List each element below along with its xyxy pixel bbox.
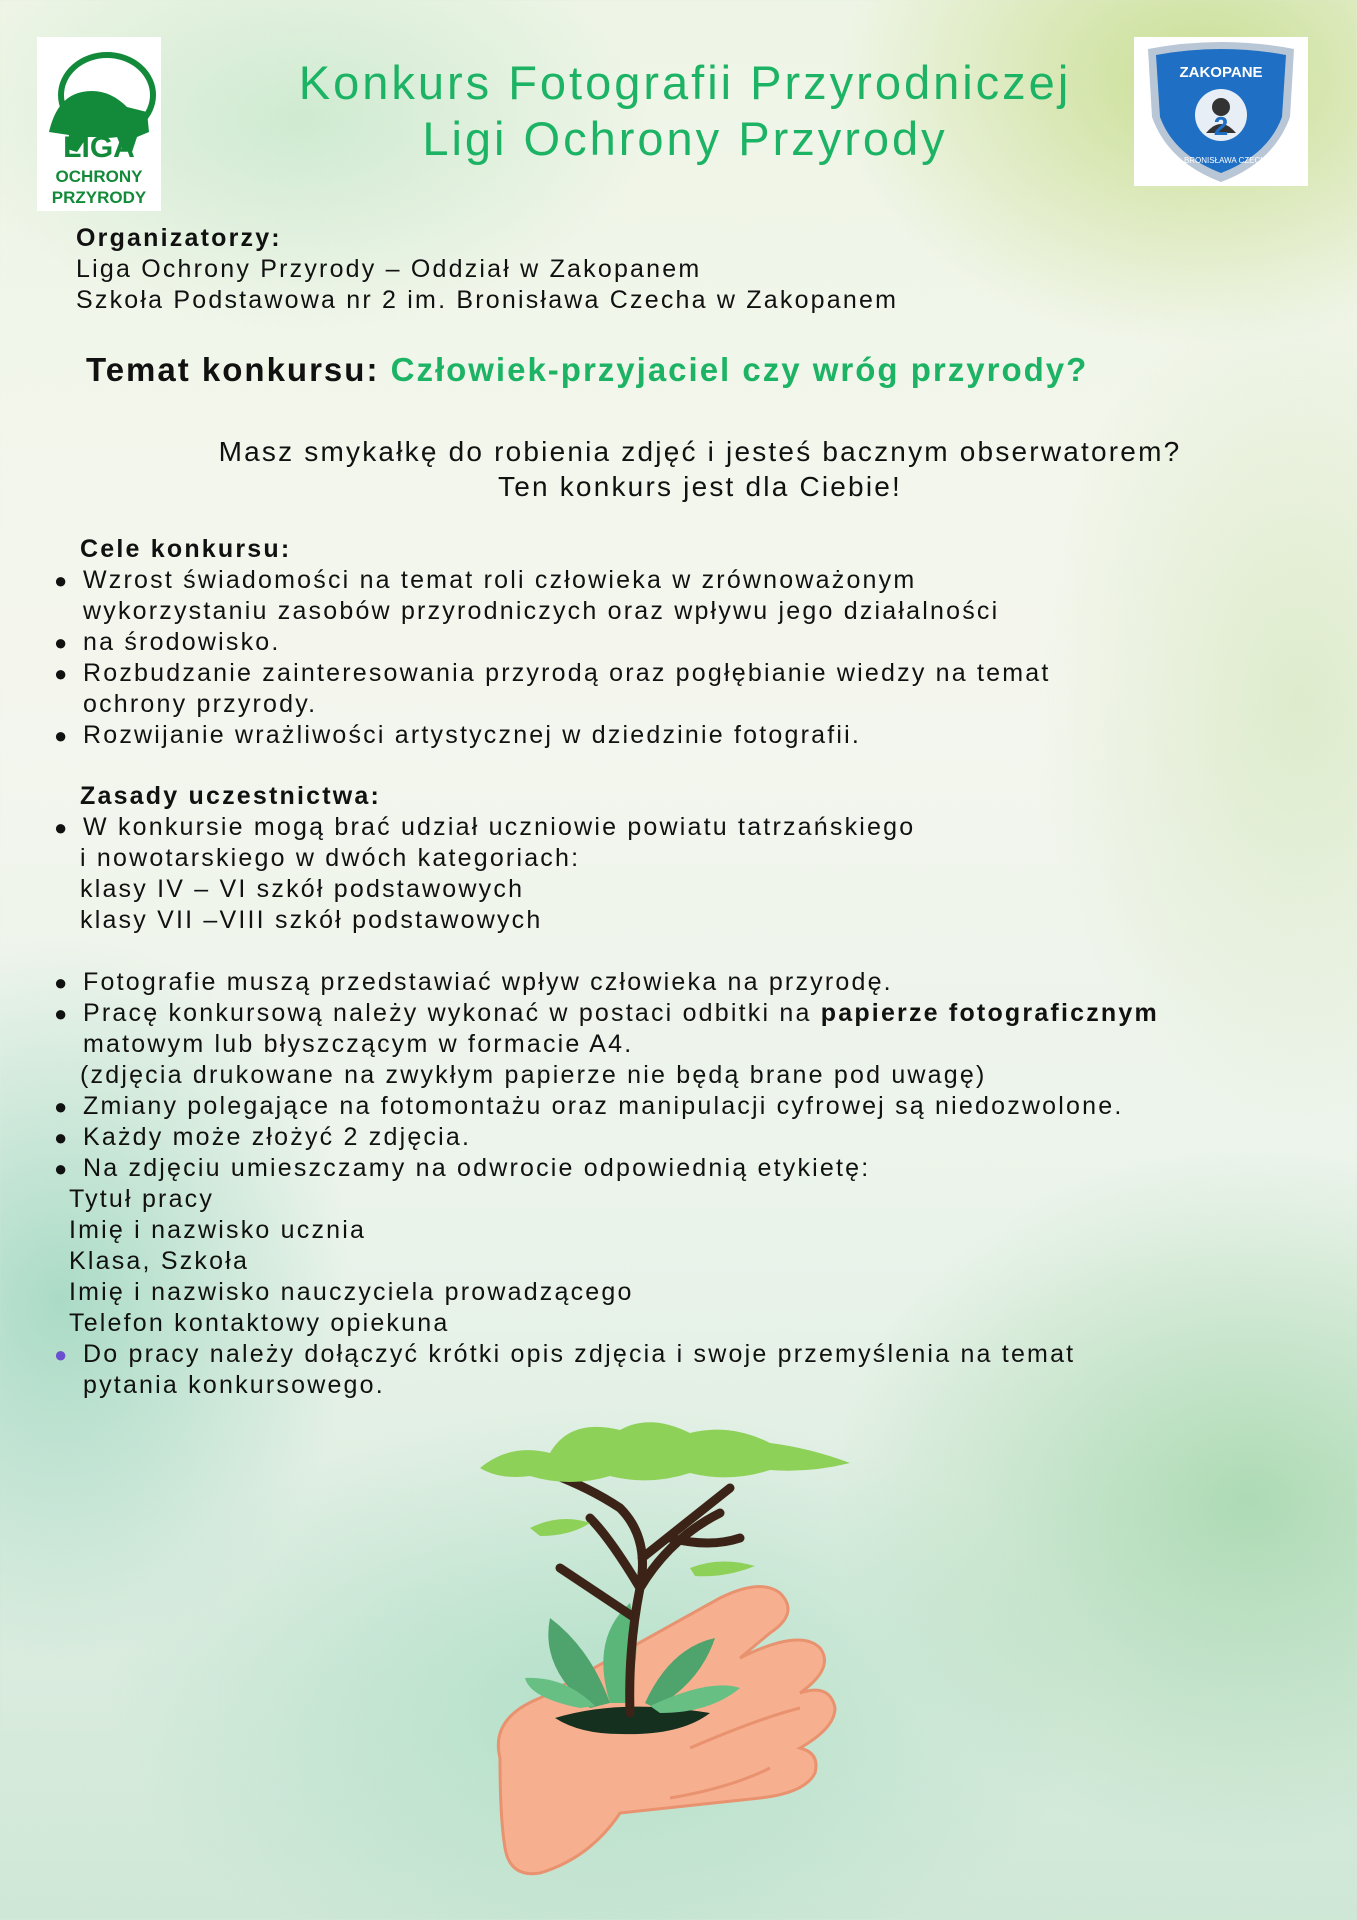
page-title <box>250 55 1120 167</box>
rule-category-1: klasy IV – VI szkół podstawowych <box>80 875 525 903</box>
bullet-icon: ● <box>54 970 68 995</box>
goal-line-3: na środowisko. <box>83 628 281 656</box>
label-field-class: Klasa, Szkoła <box>69 1247 250 1275</box>
organizers-heading: Organizatorzy: <box>76 224 282 252</box>
label-field-teacher: Imię i nazwisko nauczyciela prowadzącego <box>69 1278 634 1306</box>
label-field-title: Tytuł pracy <box>69 1185 215 1213</box>
title-line-1: Konkurs Fotografii Przyrodniczej <box>298 56 1072 109</box>
rule-line-1: W konkursie mogą brać udział uczniowie powiatu tatrzańskiego <box>83 813 916 841</box>
organizer-line-2: Szkoła Podstawowa nr 2 im. Bronisława Czecha w Zakopanem <box>76 286 899 314</box>
rule-line-17: Do pracy należy dołączyć krótki opis zdjęcia i swoje przemyślenia na temat <box>83 1340 1076 1368</box>
hand-holding-tree-icon <box>470 1418 890 1880</box>
intro-line-1: Masz smykałkę do robienia zdjęć i jesteś bacznym obserwatorem? <box>218 436 1182 467</box>
goal-line-1: Wzrost świadomości na temat roli człowieka w zrównoważonym <box>83 566 917 594</box>
topic-label: Temat konkursu: <box>86 351 391 388</box>
rule-category-2: klasy VII –VIII szkół podstawowych <box>80 906 543 934</box>
contest-topic <box>86 351 1088 389</box>
rule-line-7: matowym lub błyszczącym w formacie A4. <box>83 1030 634 1058</box>
bullet-icon: ● <box>54 568 68 593</box>
rule-line-6 <box>83 998 1159 1029</box>
title-line-2: Ligi Ochrony Przyrody <box>422 112 948 165</box>
bullet-icon: ● <box>54 1094 68 1119</box>
label-field-phone: Telefon kontaktowy opiekuna <box>69 1309 450 1337</box>
rule-line-5: Fotografie muszą przedstawiać wpływ człowieka na przyrodę. <box>83 968 893 996</box>
rule-line-11: Na zdjęciu umieszczamy na odwrocie odpowiednią etykietę: <box>83 1154 871 1182</box>
label-field-student: Imię i nazwisko ucznia <box>69 1216 367 1244</box>
rule-line-10: Każdy może złożyć 2 zdjęcia. <box>83 1123 472 1151</box>
goal-line-5: ochrony przyrody. <box>83 690 318 718</box>
school-zakopane-2-logo <box>1134 37 1308 186</box>
liga-ochrony-przyrody-logo <box>37 37 161 211</box>
intro-line-2: Ten konkurs jest dla Ciebie! <box>498 471 902 502</box>
logo-right-patron: IM. BRONISŁAWA CZECHA <box>1170 156 1272 165</box>
logo-left-word3: PRZYRODY <box>51 188 147 207</box>
goal-line-2: wykorzystaniu zasobów przyrodniczych oraz wpływu jego działalności <box>83 597 1000 625</box>
logo-right-city: ZAKOPANE <box>1179 64 1263 81</box>
rule-line-18: pytania konkursowego. <box>83 1371 385 1399</box>
rule-line-8: (zdjęcia drukowane na zwykłym papierze nie będą brane pod uwagę) <box>80 1061 987 1089</box>
organizer-line-1: Liga Ochrony Przyrody – Oddział w Zakopanem <box>76 255 702 283</box>
bullet-icon: ● <box>54 661 68 686</box>
goals-heading: Cele konkursu: <box>80 535 292 563</box>
bullet-icon: ● <box>54 723 68 748</box>
bullet-icon: ● <box>54 1125 68 1150</box>
logo-right-number: 2 <box>1213 111 1229 141</box>
logo-left-word2: OCHRONY <box>55 167 143 186</box>
topic-value: Człowiek-przyjaciel czy wróg przyrody? <box>390 351 1089 388</box>
bullet-icon: ● <box>54 1342 68 1367</box>
goal-line-6: Rozwijanie wrażliwości artystycznej w dziedzinie fotografii. <box>83 721 862 749</box>
rule-line-9: Zmiany polegające na fotomontażu oraz manipulacji cyfrowej są niedozwolone. <box>83 1092 1124 1120</box>
bullet-icon: ● <box>54 1001 68 1026</box>
rule-line-6-text: Pracę konkursową należy wykonać w postaci odbitki na <box>83 999 821 1027</box>
logo-left-word1: LIGA <box>63 131 135 164</box>
rule-line-6-emphasis: papierze fotograficznym <box>820 999 1159 1027</box>
bullet-icon: ● <box>54 1156 68 1181</box>
bullet-icon: ● <box>54 815 68 840</box>
goal-line-4: Rozbudzanie zainteresowania przyrodą oraz pogłębianie wiedzy na temat <box>83 659 1051 687</box>
rules-heading: Zasady uczestnictwa: <box>80 782 382 810</box>
bullet-icon: ● <box>54 630 68 655</box>
rule-line-2: i nowotarskiego w dwóch kategoriach: <box>80 844 581 872</box>
